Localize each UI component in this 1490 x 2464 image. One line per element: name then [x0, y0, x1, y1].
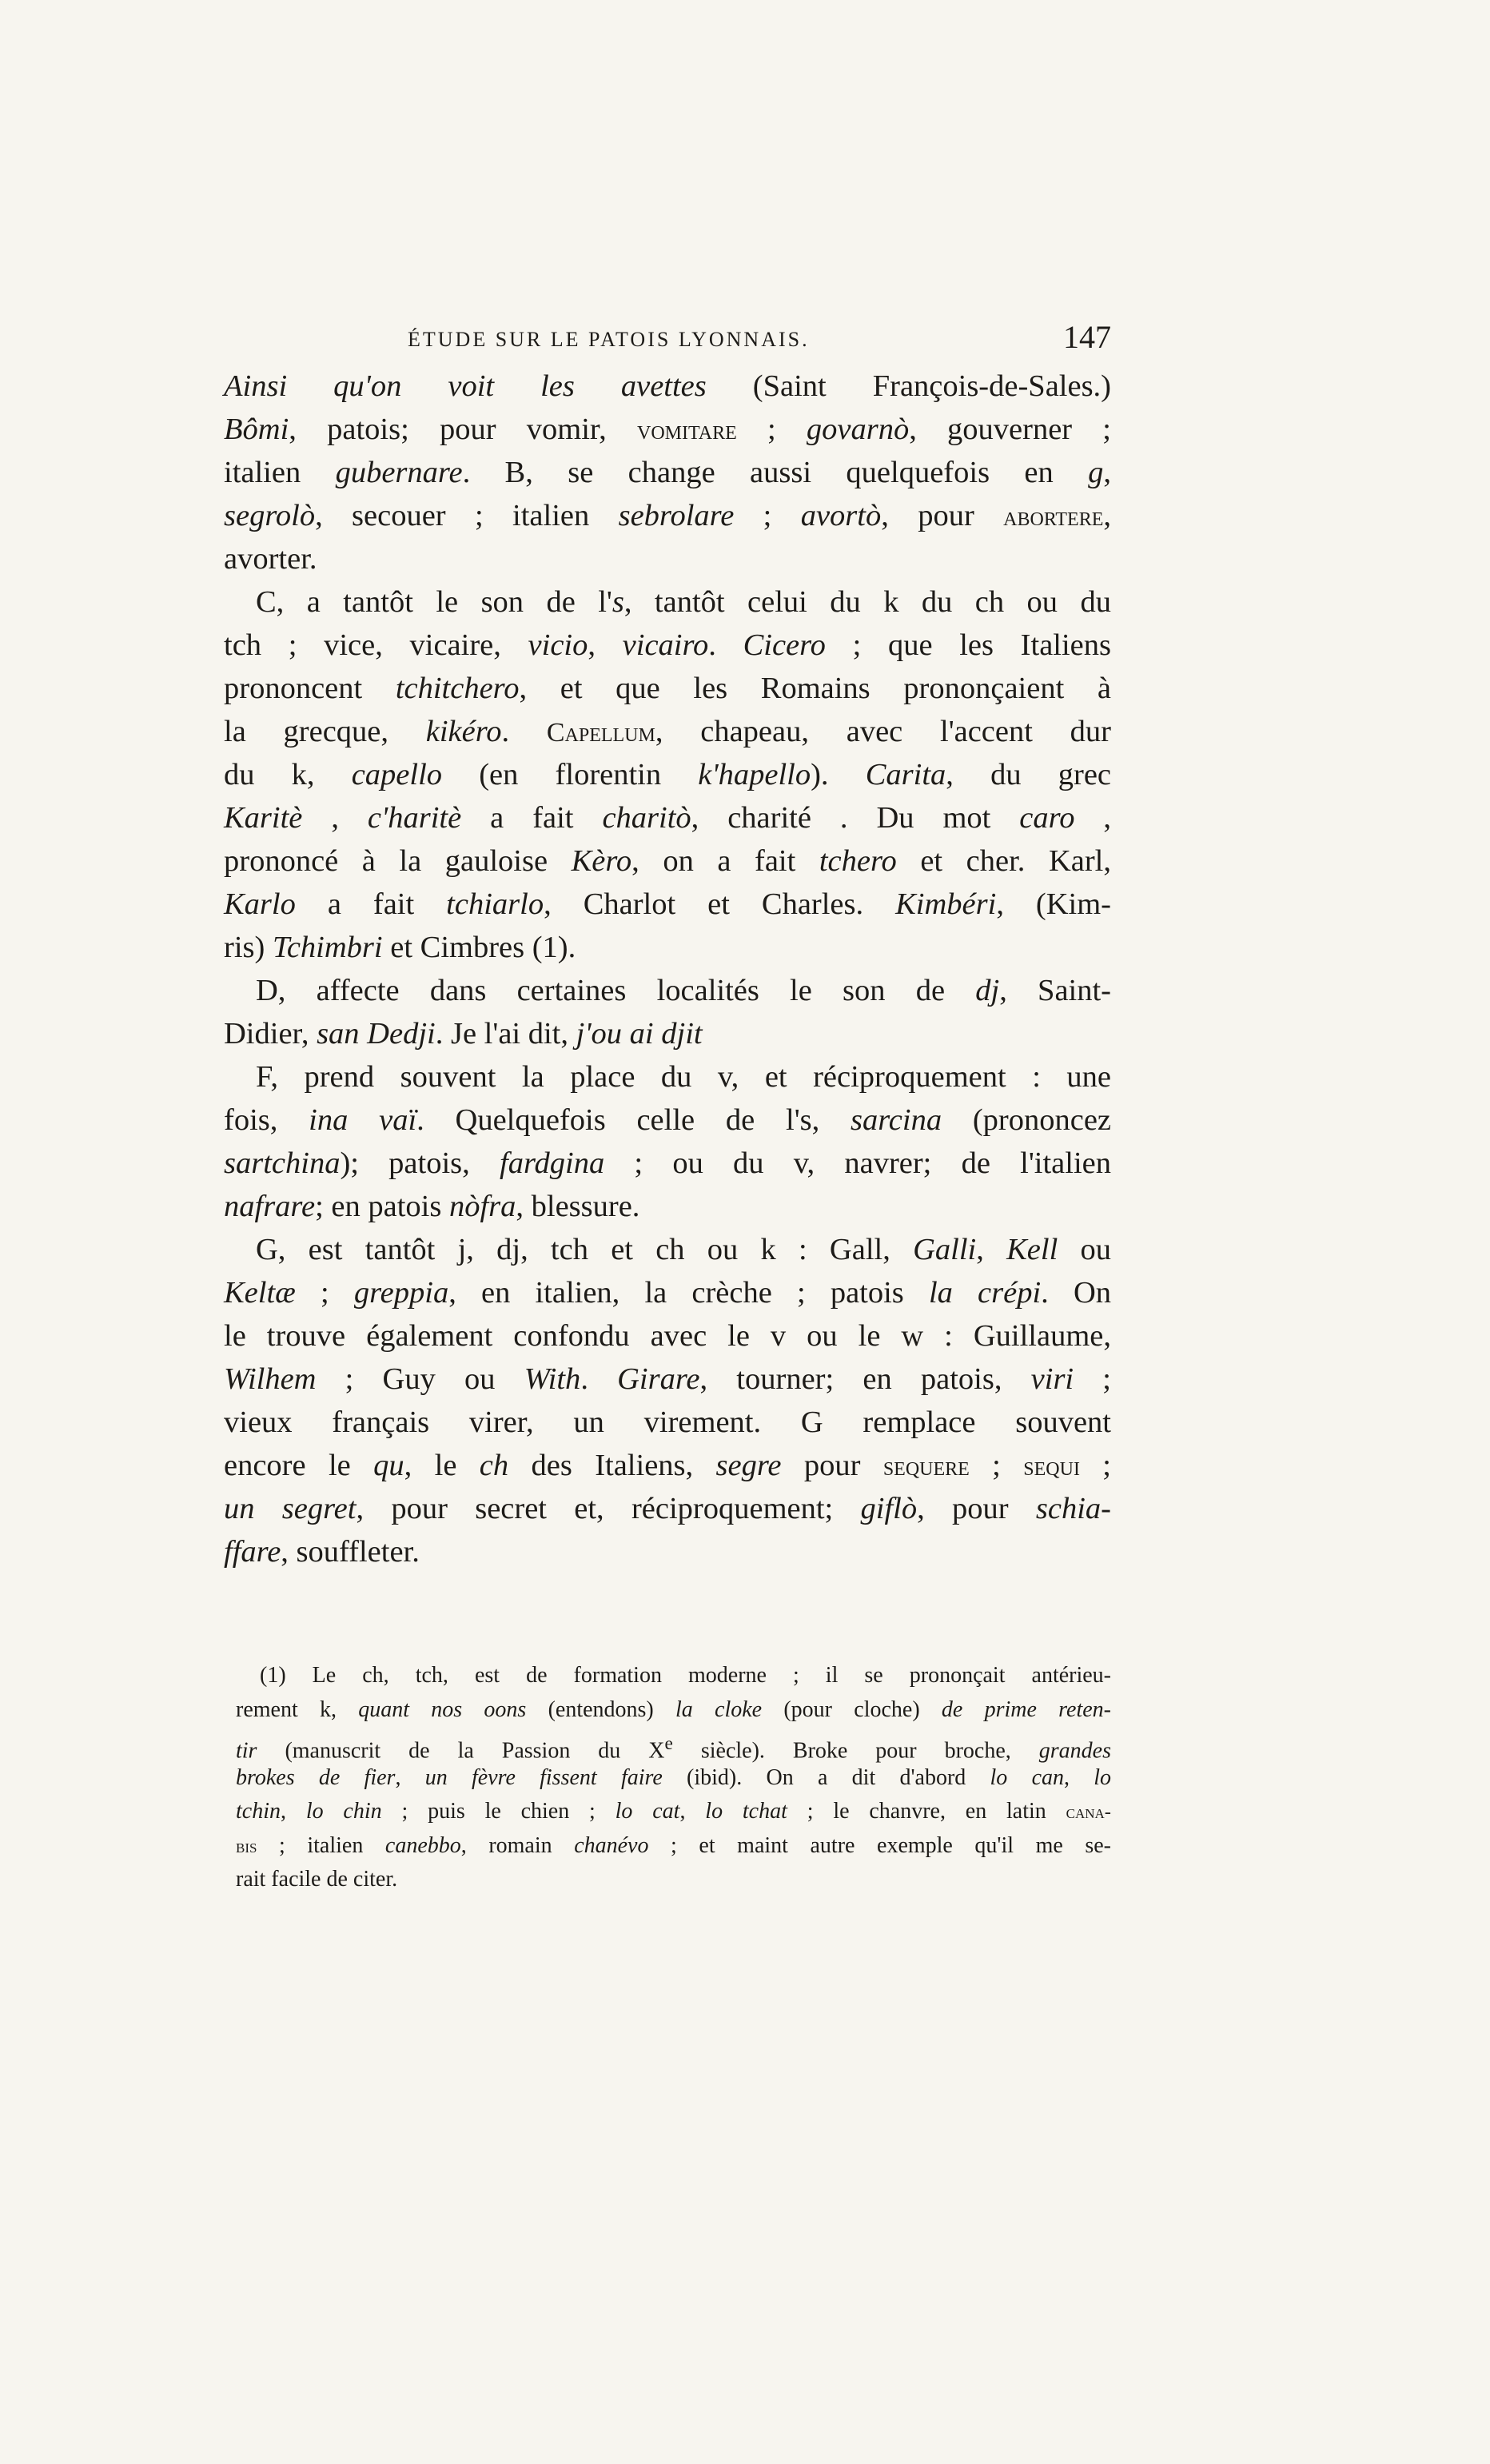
text-line: avorter.	[224, 542, 317, 576]
text-line: vieux français virer, un virement. G remplace souvent	[224, 1405, 1111, 1439]
text-line: G, est tantôt j, dj, tch et ch ou k : Gall, Galli, Kell ou	[256, 1233, 1112, 1266]
footnote-line: rait facile de citer.	[236, 1867, 398, 1892]
page-number: 147	[1063, 319, 1111, 355]
text-line: du k, capello (en florentin k'hapello). Carita, du grec	[224, 758, 1112, 791]
text-line: prononcent tchitchero, et que les Romains prononçaient à	[224, 672, 1111, 705]
text-line: le trouve également confondu avec le v ou le w : Guillaume,	[224, 1319, 1111, 1353]
text-line: un segret, pour secret et, réciproquement; giflò, pour schia-	[224, 1492, 1111, 1525]
body-text	[224, 365, 1111, 1573]
text-line: Didier, san Dedji. Je l'ai dit, j'ou ai djit	[224, 1017, 703, 1051]
footnote-line: bis ; italien canebbo, romain chanévo ; et maint autre exemple qu'il me se-	[236, 1832, 1111, 1858]
footnote-line: rement k, quant nos oons (entendons) la cloke (pour cloche) de prime reten-	[236, 1696, 1111, 1722]
text-line: Bômi, patois; pour vomir, vomitare ; govarnò, gouverner ;	[224, 413, 1112, 446]
text-line: tch ; vice, vicaire, vicio, vicairo. Cicero ; que les Italiens	[224, 628, 1111, 662]
text-line: C, a tantôt le son de l's, tantôt celui du k du ch ou du	[256, 585, 1111, 619]
text-line: D, affecte dans certaines localités le son de dj, Saint-	[256, 974, 1112, 1007]
text-line: italien gubernare. B, se change aussi quelquefois en g,	[224, 456, 1111, 489]
page-header	[224, 318, 1111, 358]
footnote-line: tir (manuscrit de la Passion du Xe siècle). Broke pour broche, grandes	[236, 1733, 1111, 1764]
running-title: ÉTUDE SUR LE PATOIS LYONNAIS.	[408, 328, 810, 351]
text-line: Karitè , c'haritè a fait charitò, charité . Du mot caro ,	[224, 801, 1112, 835]
text-line: Karlo a fait tchiarlo, Charlot et Charles. Kimbéri, (Kim-	[224, 887, 1111, 921]
text-line: Ainsi qu'on voit les avettes (Saint François-de-Sales.)	[224, 369, 1112, 403]
text-line: Keltæ ; greppia, en italien, la crèche ; patois la crépi. On	[224, 1276, 1112, 1310]
text-line: F, prend souvent la place du v, et réciproquement : une	[256, 1060, 1111, 1094]
text-line: prononcé à la gauloise Kèro, on a fait tchero et cher. Karl,	[224, 844, 1111, 878]
text-line: fois, ina vaï. Quelquefois celle de l's, sarcina (prononcez	[224, 1103, 1111, 1137]
text-line: Wilhem ; Guy ou With. Girare, tourner; en patois, viri ;	[224, 1362, 1112, 1396]
text-line: nafrare; en patois nòfra, blessure.	[224, 1190, 640, 1223]
footnote-line: brokes de fier, un fèvre fissent faire (ibid). On a dit d'abord lo can, lo	[236, 1764, 1112, 1790]
text-line: segrolò, secouer ; italien sebrolare ; avortò, pour abortere,	[224, 499, 1112, 532]
footnote-line: (1) Le ch, tch, est de formation moderne ; il se prononçait antérieu-	[260, 1663, 1111, 1688]
footnote	[236, 1659, 1111, 1897]
footnote-line: tchin, lo chin ; puis le chien ; lo cat, lo tchat ; le chanvre, en latin cana-	[236, 1799, 1111, 1824]
text-line: la grecque, kikéro. Capellum, chapeau, avec l'accent dur	[224, 715, 1112, 748]
text-line: sartchina); patois, fardgina ; ou du v, navrer; de l'italien	[224, 1146, 1111, 1180]
text-line: encore le qu, le ch des Italiens, segre pour sequere ; sequi ;	[224, 1449, 1112, 1482]
text-line: ffare, souffleter.	[224, 1535, 420, 1569]
text-line: ris) Tchimbri et Cimbres (1).	[224, 931, 576, 964]
